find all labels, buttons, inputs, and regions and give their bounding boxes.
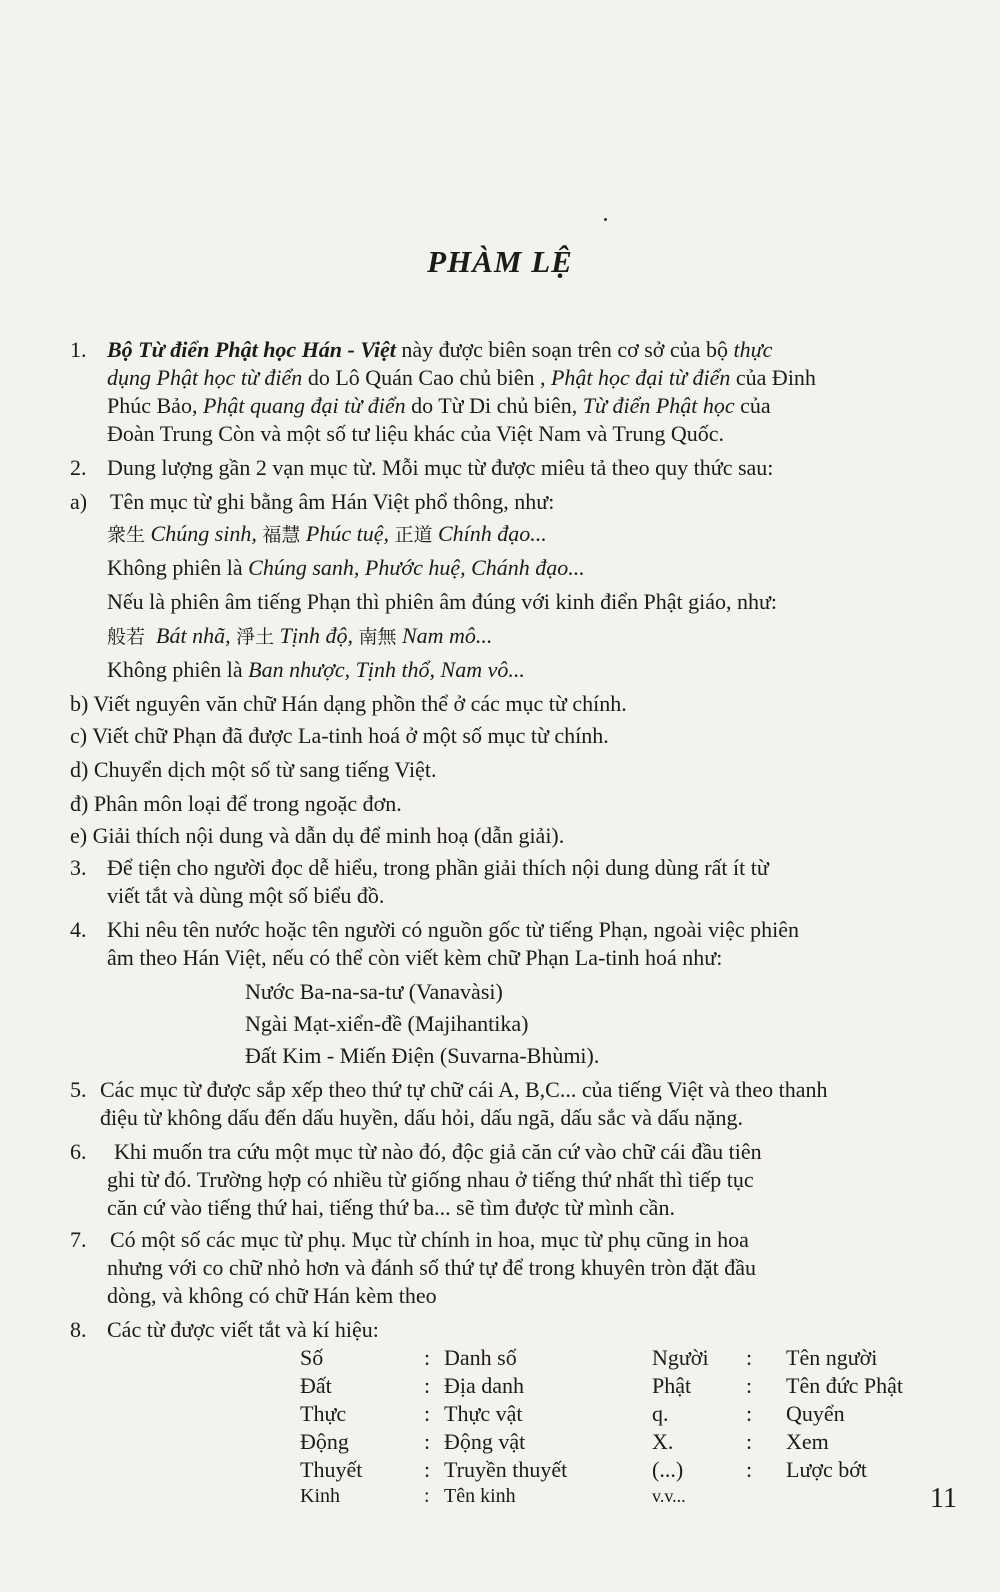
item-1-number: 1. [70,337,87,362]
abbr-colon: : [746,1345,753,1370]
item-4-line-2: âm theo Hán Việt, nếu có thể còn viết kèm chữ Phạn La-tinh hoá như: [107,945,723,970]
item-2dd: đ) Phân môn loại để trong ngoặc đơn. [70,791,402,816]
item-7-line-2: nhưng với co chữ nhỏ hơn và đánh số thứ tự để trong khuyên tròn đặt đầu [107,1255,756,1280]
abbr-colon: : [746,1401,753,1426]
abbr-colon: : [424,1401,431,1426]
item-6-line-1: Khi muốn tra cứu một mục từ nào đó, độc giả căn cứ vào chữ cái đầu tiên [114,1139,762,1164]
item-1-line-2: dụng Phật học từ điển do Lô Quán Cao chủ biên , Phật học đại từ điển của Đinh [107,365,816,390]
abbr-value: Tên người [786,1345,878,1370]
abbr-key: Thuyết [300,1457,363,1482]
item-3-number: 3. [70,855,87,880]
item-6-number: 6. [70,1139,87,1164]
dictionary-title: Bộ Từ điển Phật học Hán - Việt [107,337,396,362]
abbr-colon: : [424,1429,431,1454]
page-number: 11 [930,1483,957,1514]
item-5-line-1: Các mục từ được sắp xếp theo thứ tự chữ cái A, B,C... của tiếng Việt và theo thanh [100,1077,828,1102]
abbr-value: Địa danh [444,1373,525,1398]
item-6-line-3: căn cứ vào tiếng thứ hai, tiếng thứ ba... sẽ tìm được từ mình cần. [107,1195,675,1220]
abbr-colon: : [424,1485,430,1507]
abbr-key: Người [652,1345,709,1370]
item-7-number: 7. [70,1227,87,1252]
abbr-value: Xem [786,1429,829,1454]
item-1-line-4: Đoàn Trung Còn và một số tư liệu khác của Việt Nam và Trung Quốc. [107,421,724,446]
item-4-line-1: Khi nêu tên nước hoặc tên người có nguồn gốc từ tiếng Phạn, ngoài việc phiên [107,917,799,942]
abbr-colon: : [424,1373,431,1398]
item-4-example-3: Đất Kim - Miến Điện (Suvarna-Bhùmi). [245,1043,600,1068]
abbr-colon: : [424,1345,431,1370]
abbr-key: Động [300,1429,349,1454]
item-2-number: 2. [70,455,87,480]
item-3-line-1: Để tiện cho người đọc dễ hiểu, trong phần giải thích nội dung dùng rất ít từ [107,855,769,880]
item-7-line-1: Có một số các mục từ phụ. Mục từ chính in hoa, mục từ phụ cũng in hoa [110,1227,749,1252]
abbr-key: Số [300,1345,324,1370]
item-7-line-3: dòng, và không có chữ Hán kèm theo [107,1283,437,1308]
abbr-key: v.v... [652,1486,686,1506]
item-2b: b) Viết nguyên văn chữ Hán dạng phồn thể ở các mục từ chính. [70,691,627,716]
abbr-value: Lược bớt [786,1457,868,1482]
item-4-example-1: Nước Ba-na-sa-tư (Vanavàsi) [245,979,503,1004]
sanskrit-note: Nếu là phiên âm tiếng Phạn thì phiên âm đúng với kinh điển Phật giáo, như: [107,589,778,614]
item-1-line-3: Phúc Bảo, Phật quang đại từ điển do Từ Di chủ biên, Từ điển Phật học của [107,393,771,418]
example-row-2: 般若 Bát nhã, 淨土 Tịnh độ, 南無 Nam mô... [107,623,493,648]
item-3-line-2: viết tắt và dùng một số biểu đồ. [107,883,385,908]
abbr-colon: : [746,1373,753,1398]
abbr-value: Tên đức Phật [786,1373,904,1398]
item-6-line-2: ghi từ đó. Trường hợp có nhiều từ giống nhau ở tiếng thứ nhất thì tiếp tục [107,1167,754,1192]
abbr-colon: : [746,1429,753,1454]
page-title: PHÀM LỆ [427,244,573,279]
item-2a-label: a) [70,489,88,514]
abbr-key: (...) [652,1457,684,1482]
abbr-key: q. [652,1401,669,1426]
item-1-line-1: Bộ Từ điển Phật học Hán - Việt này được biên soạn trên cơ sở của bộ thực [107,337,773,362]
item-2a-text: Tên mục từ ghi bằng âm Hán Việt phổ thông, như: [110,489,555,514]
not-transcribed-row-2: Không phiên là Ban nhược, Tịnh thổ, Nam vô... [107,657,525,682]
print-speck [604,218,607,221]
item-8-number: 8. [70,1317,87,1342]
not-transcribed-row-1: Không phiên là Chúng sanh, Phước huệ, Chánh đạo... [107,555,585,580]
item-5-line-2: điệu từ không dấu đến dấu huyền, dấu hỏi, dấu ngã, dấu sắc và dấu nặng. [100,1105,744,1130]
item-2c: c) Viết chữ Phạn đã được La-tinh hoá ở một số mục từ chính. [70,723,609,748]
abbr-key: Phật [652,1373,692,1398]
item-4-number: 4. [70,917,87,942]
abbr-value: Tên kinh [444,1485,516,1507]
abbr-key: Đất [300,1373,332,1398]
item-5-number: 5. [70,1077,87,1102]
abbr-value: Động vật [444,1429,526,1454]
abbr-value: Danh số [444,1345,517,1370]
item-4-example-2: Ngài Mạt-xiển-đề (Majihantika) [245,1011,529,1036]
item-2e: e) Giải thích nội dung và dẫn dụ để minh hoạ (dẫn giải). [70,823,565,848]
abbr-colon: : [424,1457,431,1482]
item-8-line-1: Các từ được viết tắt và kí hiệu: [107,1317,379,1342]
abbr-value: Truyền thuyết [444,1457,568,1482]
abbr-colon: : [746,1457,753,1482]
item-2-text: Dung lượng gần 2 vạn mục từ. Mỗi mục từ được miêu tả theo quy thức sau: [107,455,774,480]
abbr-value: Thực vật [444,1401,523,1426]
abbr-key: X. [652,1429,674,1454]
abbr-key: Thực [300,1401,347,1426]
abbr-value: Quyển [786,1401,845,1426]
item-2d: d) Chuyển dịch một số từ sang tiếng Việt. [70,757,437,782]
example-row-1: 衆生 Chúng sinh, 福慧 Phúc tuệ, 正道 Chính đạo... [107,521,547,546]
abbr-key: Kinh [300,1485,340,1507]
